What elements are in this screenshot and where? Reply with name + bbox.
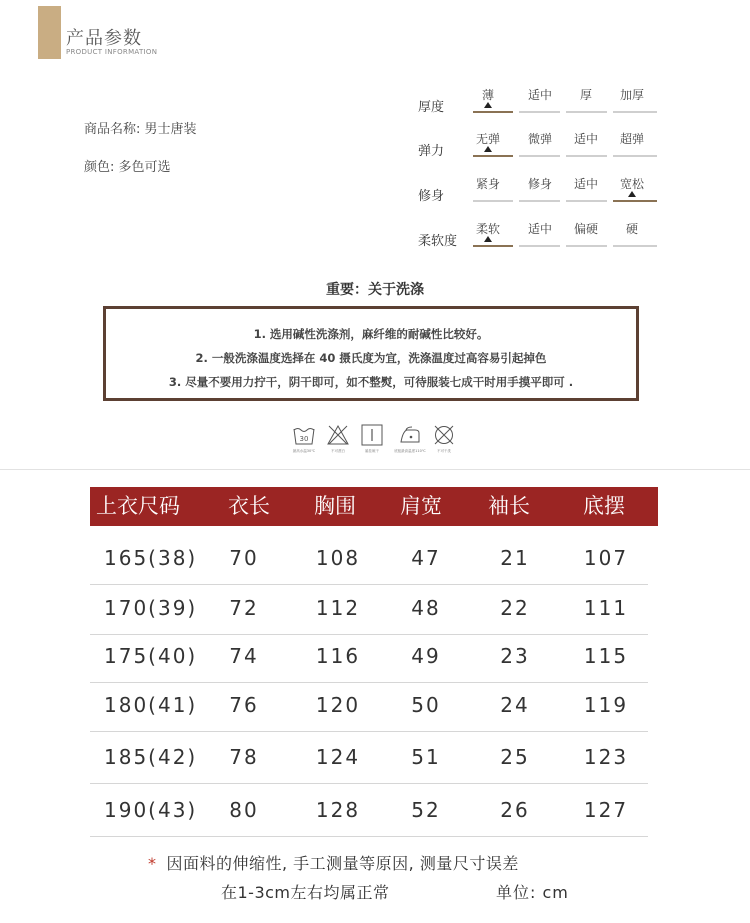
care-caption-wash: 最高水温30℃: [292, 449, 316, 453]
param-row-elasticity: [418, 130, 668, 170]
param-scale: [470, 220, 666, 260]
product-color: 颜色: 多色可选: [84, 160, 171, 175]
scale-segment: [566, 111, 607, 113]
section-title: 产品参数: [66, 28, 142, 49]
washing-line-3: 3. 尽量不要用力拧干，阴干即可，如不整熨，可待服装七成干时用手摸平即可 .: [168, 375, 574, 389]
table-row: [90, 630, 648, 683]
cell-size: 165(38): [104, 546, 198, 570]
iron-low-icon: [398, 423, 422, 447]
param-option: 硬: [625, 222, 638, 236]
header-accent-block: [38, 6, 61, 59]
param-option: 超弹: [619, 132, 644, 146]
table-row: [90, 731, 648, 784]
cell-length: 80: [229, 798, 259, 822]
selected-marker-icon: [628, 191, 636, 197]
table-row: [90, 784, 648, 837]
param-option: 无弹: [475, 132, 500, 146]
cell-size: 180(41): [104, 693, 198, 717]
cell-length: 72: [229, 596, 259, 620]
cell-shoulder: 47: [411, 546, 441, 570]
param-option: 薄: [481, 88, 494, 102]
cell-shoulder: 48: [411, 596, 441, 620]
cell-shoulder: 49: [411, 644, 441, 668]
scale-segment: [519, 155, 560, 157]
cell-shoulder: 51: [411, 745, 441, 769]
cell-length: 70: [229, 546, 259, 570]
cell-length: 74: [229, 644, 259, 668]
scale-segment: [519, 245, 560, 247]
scale-segment: [613, 111, 657, 113]
care-caption-dry: 悬挂晾干: [365, 449, 379, 453]
param-option: 紧身: [475, 177, 500, 191]
param-option: 适中: [573, 132, 598, 146]
hang-dry-icon: [360, 423, 384, 447]
no-dryclean-icon: [432, 423, 456, 447]
scale-segment: [473, 155, 513, 157]
table-row: [90, 582, 648, 635]
no-bleach-icon: [326, 423, 350, 447]
size-table-header: [90, 487, 658, 526]
header-shoulder: 肩宽: [400, 494, 442, 518]
scale-segment: [519, 200, 560, 202]
cell-sleeve: 24: [500, 693, 530, 717]
section-divider: [0, 469, 750, 470]
param-option: 柔软: [475, 222, 500, 236]
param-option: 偏硬: [573, 222, 598, 236]
param-option: 适中: [573, 177, 598, 191]
cell-sleeve: 22: [500, 596, 530, 620]
cell-hem: 111: [583, 596, 629, 620]
param-label: 弹力: [418, 144, 445, 159]
note-text-2: 在1-3cm左右均属正常: [221, 883, 390, 902]
cell-chest: 120: [315, 693, 361, 717]
param-option: 适中: [527, 222, 552, 236]
param-row-softness: [418, 220, 668, 260]
param-label: 厚度: [418, 100, 445, 115]
param-label: 修身: [418, 189, 445, 204]
cell-chest: 116: [315, 644, 361, 668]
unit-label: 单位: cm: [496, 883, 569, 902]
care-icon-dry: [355, 423, 389, 454]
scale-segment: [566, 200, 607, 202]
param-option: 宽松: [619, 177, 644, 191]
param-scale: [470, 130, 666, 170]
cell-hem: 127: [583, 798, 629, 822]
cell-chest: 128: [315, 798, 361, 822]
cell-length: 78: [229, 745, 259, 769]
header-sleeve: 袖长: [488, 494, 530, 518]
selected-marker-icon: [484, 102, 492, 108]
note-text-1: 因面料的伸缩性, 手工测量等原因, 测量尺寸误差: [166, 854, 519, 873]
product-name: 商品名称: 男士唐装: [84, 122, 197, 137]
header-length: 衣长: [228, 494, 270, 518]
cell-chest: 112: [315, 596, 361, 620]
cell-size: 185(42): [104, 745, 198, 769]
scale-segment: [566, 155, 607, 157]
selected-marker-icon: [484, 146, 492, 152]
param-option: 修身: [527, 177, 552, 191]
param-row-fit: [418, 175, 668, 215]
scale-segment: [613, 200, 657, 202]
asterisk: *: [148, 854, 157, 873]
cell-chest: 108: [315, 546, 361, 570]
cell-shoulder: 50: [411, 693, 441, 717]
care-icon-wash: [287, 423, 321, 454]
cell-shoulder: 52: [411, 798, 441, 822]
header-hem: 底摆: [583, 494, 625, 518]
scale-segment: [473, 245, 513, 247]
washing-line-1: 1. 选用碱性洗涤剂，麻纤维的耐碱性比较好。: [253, 327, 489, 341]
cell-sleeve: 23: [500, 644, 530, 668]
header-chest: 胸围: [314, 494, 356, 518]
cell-size: 190(43): [104, 798, 198, 822]
wash-30-icon: [292, 423, 316, 447]
care-icon-dryclean: [427, 423, 461, 454]
scale-segment: [566, 245, 607, 247]
washing-box: [103, 306, 639, 401]
cell-hem: 115: [583, 644, 629, 668]
table-row: [90, 679, 648, 732]
care-icon-iron: [393, 423, 427, 454]
cell-sleeve: 25: [500, 745, 530, 769]
cell-hem: 119: [583, 693, 629, 717]
scale-segment: [613, 245, 657, 247]
measurement-note: [148, 851, 519, 874]
cell-hem: 107: [583, 546, 629, 570]
washing-title: 重要：关于洗涤: [326, 282, 424, 298]
svg-text:30: 30: [299, 435, 309, 443]
scale-segment: [473, 200, 513, 202]
cell-size: 175(40): [104, 644, 198, 668]
scale-segment: [613, 155, 657, 157]
care-icon-bleach: [321, 423, 355, 454]
param-option: 适中: [527, 88, 552, 102]
cell-chest: 124: [315, 745, 361, 769]
care-caption-bleach: 不可漂白: [331, 449, 345, 453]
cell-hem: 123: [583, 745, 629, 769]
cell-size: 170(39): [104, 596, 198, 620]
header-size: 上衣尺码: [96, 494, 180, 518]
param-option: 加厚: [619, 88, 644, 102]
washing-line-2: 2. 一般洗涤温度选择在 40 摄氏度为宜，洗涤温度过高容易引起掉色: [195, 351, 547, 365]
param-label: 柔软度: [418, 234, 458, 249]
selected-marker-icon: [484, 236, 492, 242]
cell-sleeve: 26: [500, 798, 530, 822]
table-row: [90, 532, 648, 585]
section-subtitle: PRODUCT INFORMATION: [66, 48, 158, 56]
scale-segment: [473, 111, 513, 113]
cell-sleeve: 21: [500, 546, 530, 570]
param-row-thickness: [418, 86, 668, 126]
param-scale: [470, 86, 666, 126]
care-caption-iron: 底板最高温度110℃: [394, 449, 426, 453]
care-caption-dryclean: 不可干洗: [437, 449, 451, 453]
cell-length: 76: [229, 693, 259, 717]
scale-segment: [519, 111, 560, 113]
param-scale: [470, 175, 666, 215]
param-option: 厚: [579, 88, 592, 102]
param-option: 微弹: [527, 132, 552, 146]
